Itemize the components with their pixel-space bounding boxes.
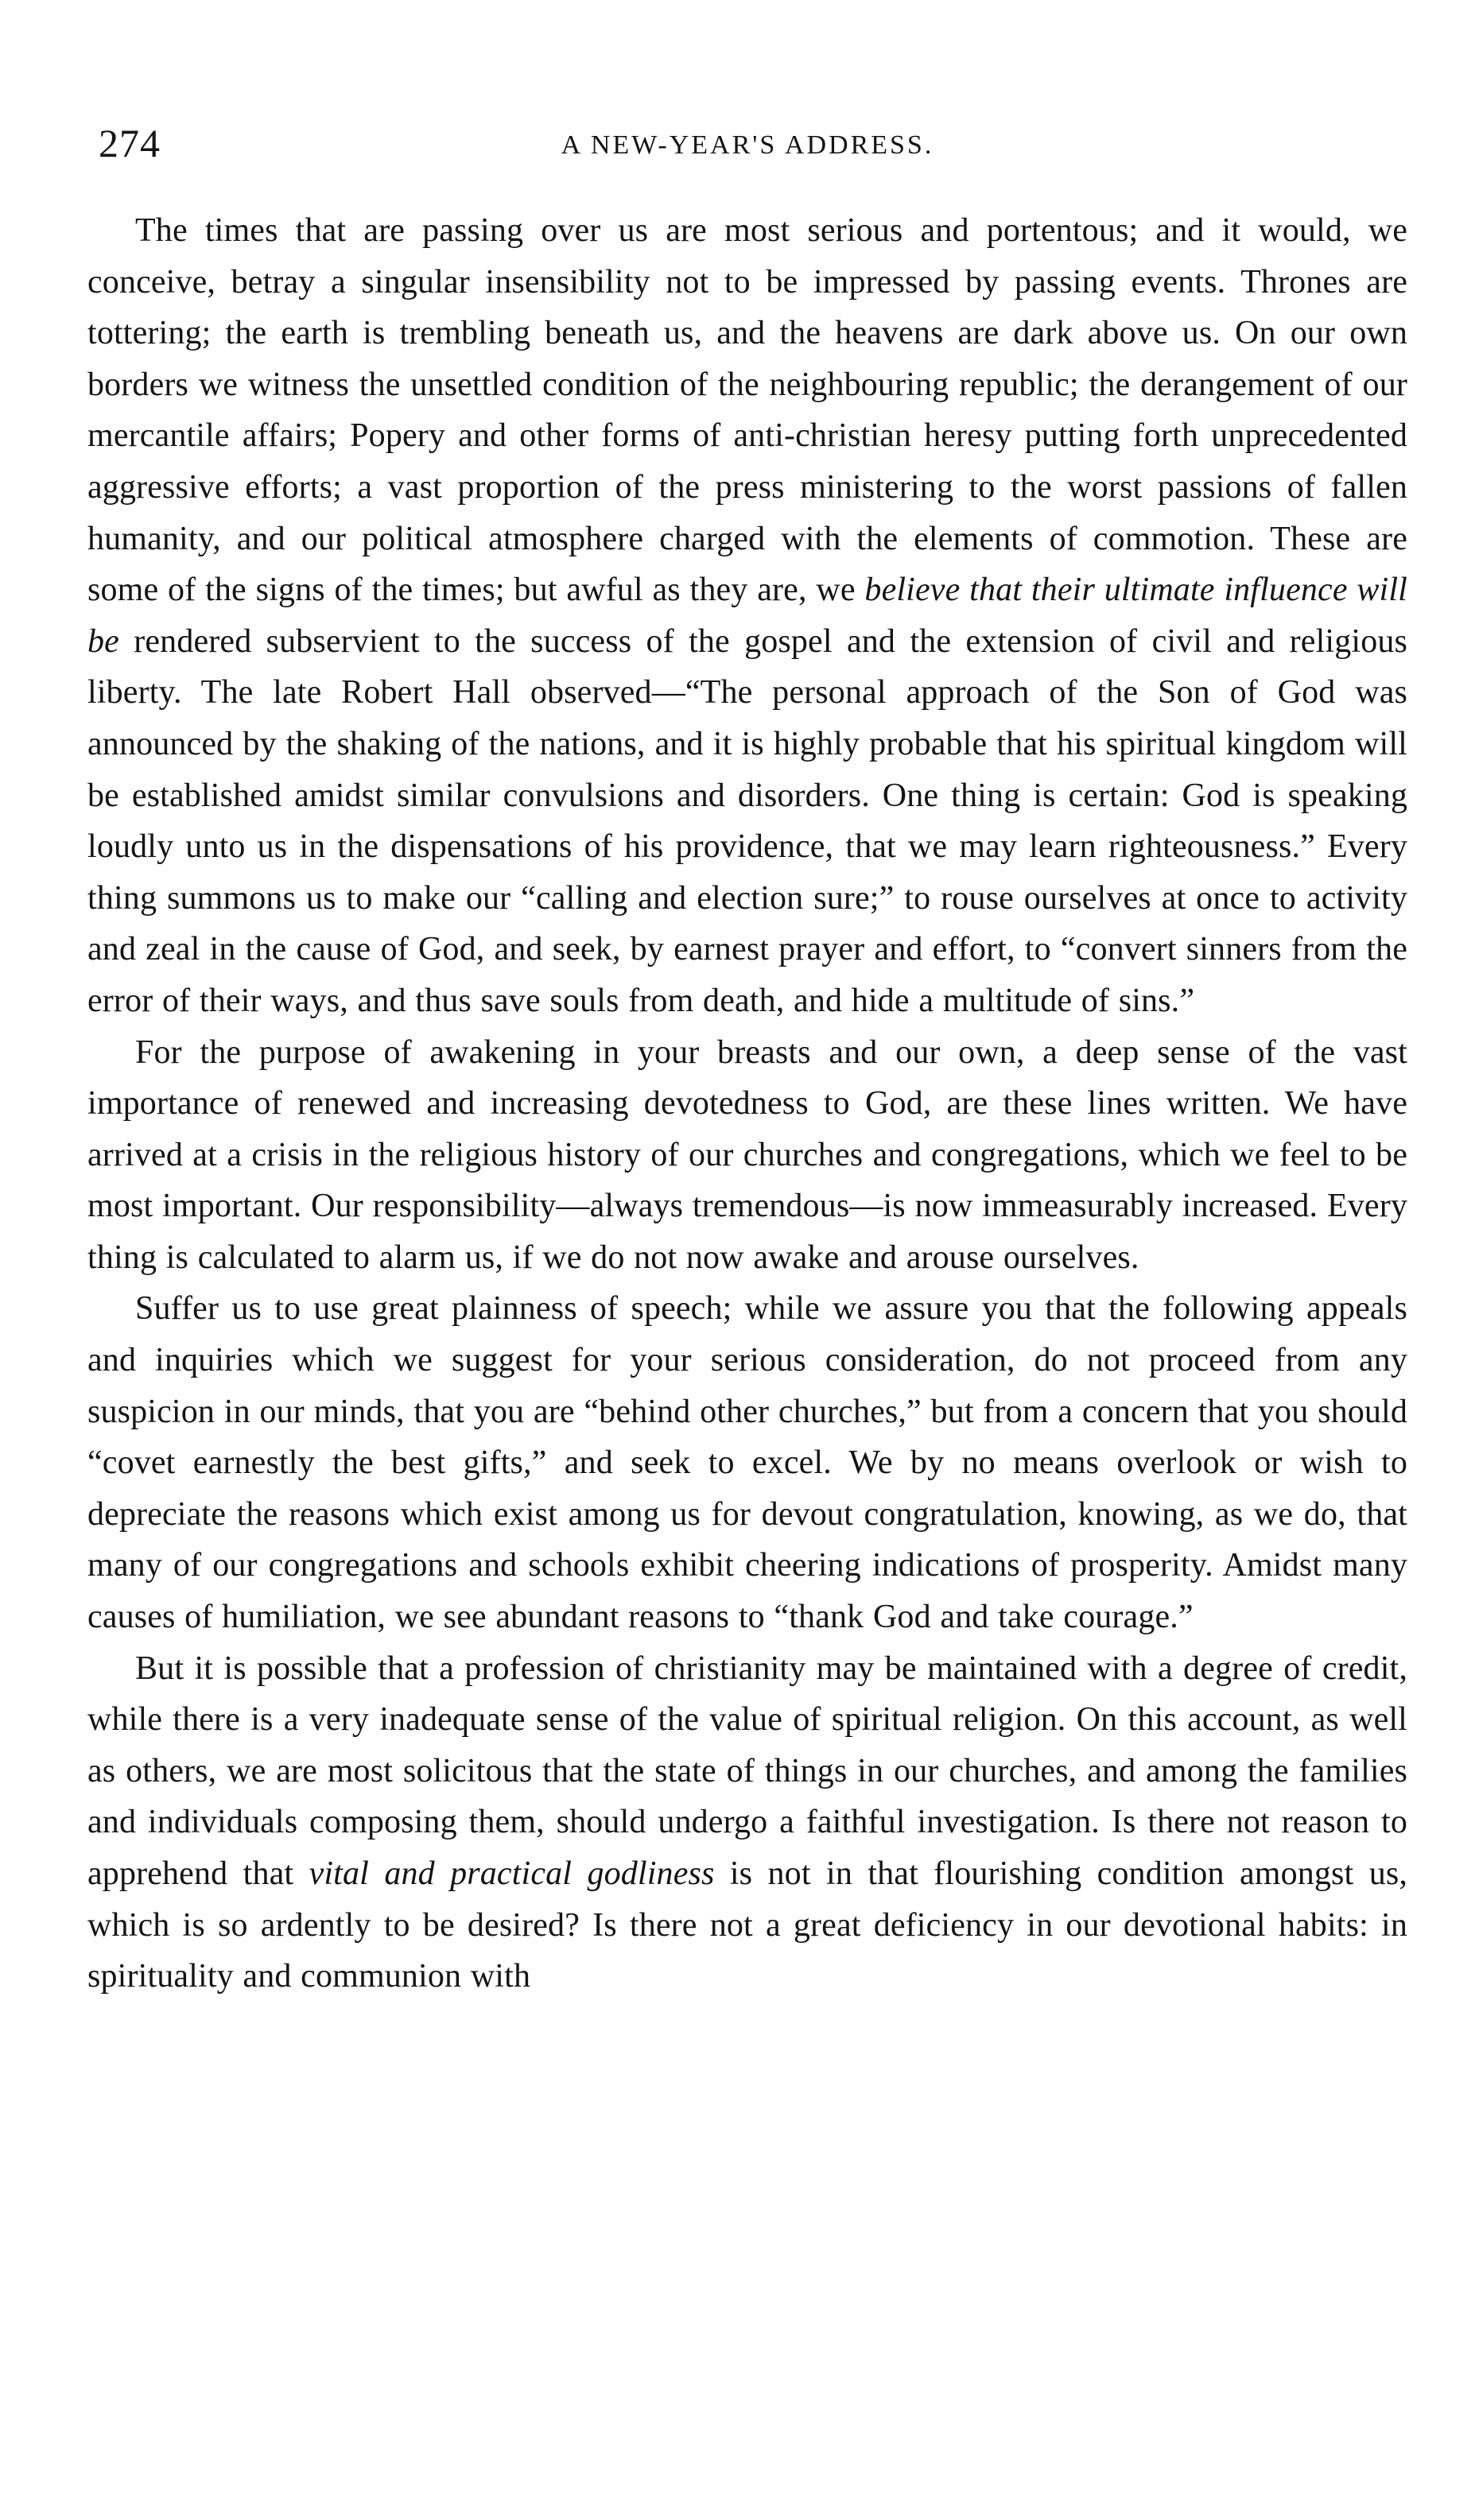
text-run: rendered subservient to the success of the gospel and the extension of civil and religious liberty. The late Robert Hall observed—“The personal approach of the Son of God was announced by the shaking of the nations, and it is highly probable that his spiritual kingdom will be established amidst similar convulsions and disorders. One thing is certain: God is speaking loudly unto us in the dispensations of his providence, that we may learn righteousness.” Every thing summons us to make our “calling and election sure;” to rouse ourselves at once to activity and zeal in the cause of God, and seek, by earnest prayer and effort, to “convert sinners from the error of their ways, and thus save souls from death, and hide a multitude of sins.” (87, 622, 1407, 1019)
page-number: 274 (99, 121, 161, 165)
paragraph (87, 1643, 1407, 2002)
paragraph (87, 1283, 1407, 1642)
body-text (87, 205, 1407, 2002)
paragraph (87, 205, 1407, 1027)
paragraph (87, 1027, 1407, 1284)
text-run: Suffer us to use great plainness of speech; while we assure you that the following appeals and inquiries which we suggest for your serious consideration, do not proceed from any suspicion in our minds, that you are “behind other churches,” but from a concern that you should “covet earnestly the best gifts,” and seek to excel. We by no means overlook or wish to depreciate the reasons which exist among us for devout congratulation, knowing, as we do, that many of our congregations and schools exhibit cheering indications of prosperity. Amidst many causes of humiliation, we see abundant reasons to “thank God and take courage.” (87, 1290, 1407, 1636)
text-run: For the purpose of awakening in your breasts and our own, a deep sense of the vast importance of renewed and increasing devotedness to God, are these lines written. We have arrived at a crisis in the religious history of our churches and congregations, which we feel to be most important. Our responsibility—always tremendous—is now immeasurably increased. Every thing is calculated to alarm us, if we do not now awake and arouse ourselves. (87, 1033, 1407, 1276)
running-title: A NEW-YEAR'S ADDRESS. (561, 130, 934, 160)
text-run: is not in that flourishing condition amongst us, which is so ardently to be desired? Is there not a great deficiency in our devotional habits: in spirituality and communion with (87, 1855, 1407, 1995)
book-page (87, 119, 1407, 2002)
running-header (87, 119, 1407, 175)
text-run: The times that are passing over us are most serious and portentous; and it would, we conceive, betray a singular insensibility not to be impressed by passing events. Thrones are tottering; the earth is trembling beneath us, and the heavens are dark above us. On our own borders we witness the unsettled condition of the neighbouring republic; the derangement of our mercantile affairs; Popery and other forms of anti-christian heresy putting forth unprecedented aggressive efforts; a vast proportion of the press ministering to the worst passions of fallen humanity, and our political atmosphere charged with the elements of commotion. These are some of the signs of the times; but awful as they are, we (87, 212, 1407, 609)
italic-text-run: vital and practical godliness (309, 1855, 715, 1892)
text-run: But it is possible that a profession of christianity may be maintained with a degree of credit, while there is a very inadequate sense of the value of spiritual religion. On this account, as well as others, we are most solicitous that the state of things in our churches, and among the families and individuals composing them, should undergo a faithful investigation. Is there not reason to apprehend that (87, 1650, 1407, 1892)
italic-text-run: believe that their ultimate influence will be (87, 572, 1408, 660)
